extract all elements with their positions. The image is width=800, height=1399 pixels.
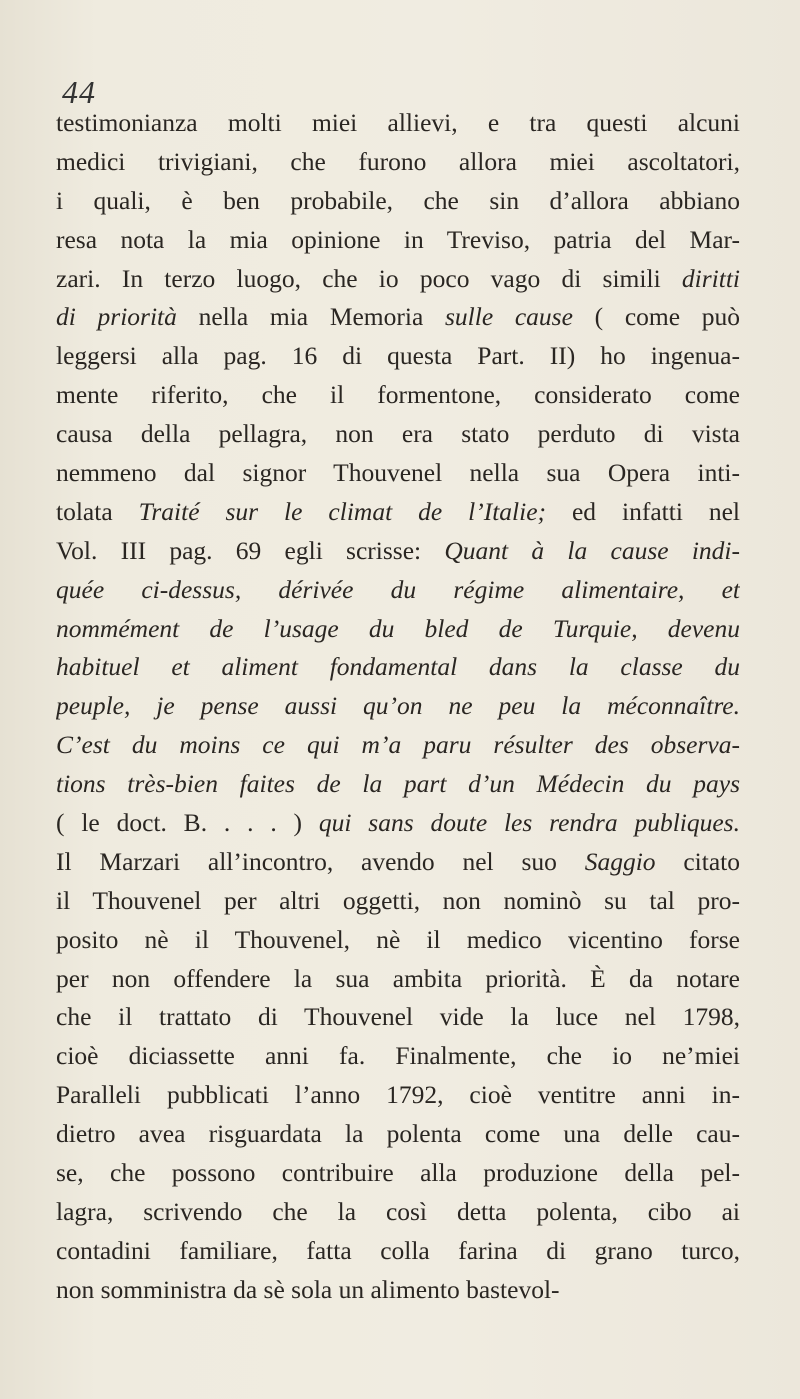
italic-text-segment: sulle cause [445,302,573,332]
text-line [56,1115,740,1154]
text-segment: che il trattato di Thouvenel vide la luce nel 1798, [56,1002,740,1032]
text-line [56,960,740,999]
text-segment: leggersi alla pag. 16 di questa Part. II) ho ingenua- [56,341,740,371]
text-segment: non somministra da sè sola un alimento bastevol- [56,1274,560,1304]
italic-text-segment: peuple, je pense aussi qu’on ne peu la méconnaître. [56,691,740,721]
text-line [56,337,740,376]
text-line [56,1037,740,1076]
italic-text-segment: habituel et aliment fondamental dans la classe du [56,652,740,682]
text-line [56,182,740,221]
text-segment: per non offendere la sua ambita priorità. È da notare [56,963,740,993]
text-line [56,454,740,493]
text-line [56,1271,740,1310]
text-segment: il Thouvenel per altri oggetti, non nominò su tal pro- [56,885,740,915]
text-segment: Vol. III pag. 69 egli scrisse: [56,535,445,565]
text-segment: zari. In terzo luogo, che io poco vago di simili [56,263,682,293]
text-line [56,998,740,1037]
text-line [56,1232,740,1271]
text-line [56,648,740,687]
text-segment: citato [655,846,740,876]
text-line [56,1076,740,1115]
italic-text-segment: Saggio [584,846,656,876]
text-line [56,532,740,571]
text-segment: nella mia Memoria [176,302,445,332]
text-line [56,415,740,454]
text-line [56,571,740,610]
italic-text-segment: qui sans doute les rendra publiques. [318,808,740,838]
text-segment: ( come può [572,302,740,332]
text-segment: Paralleli pubblicati l’anno 1792, cioè ventitre anni in- [56,1080,740,1110]
text-line [56,1154,740,1193]
text-segment: causa della pellagra, non era stato perduto di vista [56,419,740,449]
italic-text-segment: Quant à la cause indi- [444,535,740,565]
text-segment: cioè diciassette anni fa. Finalmente, che io ne’miei [56,1041,740,1071]
text-line [56,882,740,921]
text-segment: ( le doct. B. . . . ) [56,808,319,838]
text-line [56,843,740,882]
italic-text-segment: C’est du moins ce qui m’a paru résulter des observa- [56,730,740,760]
text-line [56,726,740,765]
text-line [56,921,740,960]
text-segment: lagra, scrivendo che la così detta polenta, cibo ai [56,1196,740,1226]
text-segment: resa nota la mia opinione in Treviso, patria del Mar- [56,224,740,254]
text-line [56,260,740,299]
italic-text-segment: tions très-bien faites de la part d’un Médecin du pays [56,769,740,799]
text-segment: nemmeno dal signor Thouvenel nella sua Opera inti- [56,458,740,488]
text-line [56,376,740,415]
text-line [56,765,740,804]
text-segment: i quali, è ben probabile, che sin d’allora abbiano [56,185,740,215]
text-line [56,298,740,337]
text-segment: contadini familiare, fatta colla farina di grano turco, [56,1235,740,1265]
text-line [56,104,740,143]
text-line [56,687,740,726]
text-segment: tolata [56,496,139,526]
text-line [56,221,740,260]
italic-text-segment: Traité sur le climat de l’Italie; [138,496,547,526]
text-line [56,1193,740,1232]
text-segment: ed infatti nel [546,496,740,526]
text-segment: mente riferito, che il formentone, considerato come [56,380,740,410]
page-number: 44 [62,74,96,110]
text-line [56,804,740,843]
text-segment: se, che possono contribuire alla produzione della pel- [56,1158,740,1188]
italic-text-segment: diritti [681,263,740,293]
italic-text-segment: quée ci-dessus, dérivée du régime alimentaire, et [56,574,740,604]
italic-text-segment: di priorità [56,302,177,332]
text-line [56,143,740,182]
text-segment: Il Marzari all’incontro, avendo nel suo [56,846,585,876]
text-segment: testimonianza molti miei allievi, e tra questi alcuni [56,108,740,137]
text-segment: medici trivigiani, che furono allora miei ascoltatori, [56,146,740,176]
text-segment: posito nè il Thouvenel, nè il medico vicentino forse [56,924,740,954]
text-segment: dietro avea risguardata la polenta come una delle cau- [56,1119,740,1149]
page-body-text [56,104,740,1310]
italic-text-segment: nommément de l’usage du bled de Turquie, devenu [56,613,740,643]
text-line [56,493,740,532]
text-line [56,610,740,649]
